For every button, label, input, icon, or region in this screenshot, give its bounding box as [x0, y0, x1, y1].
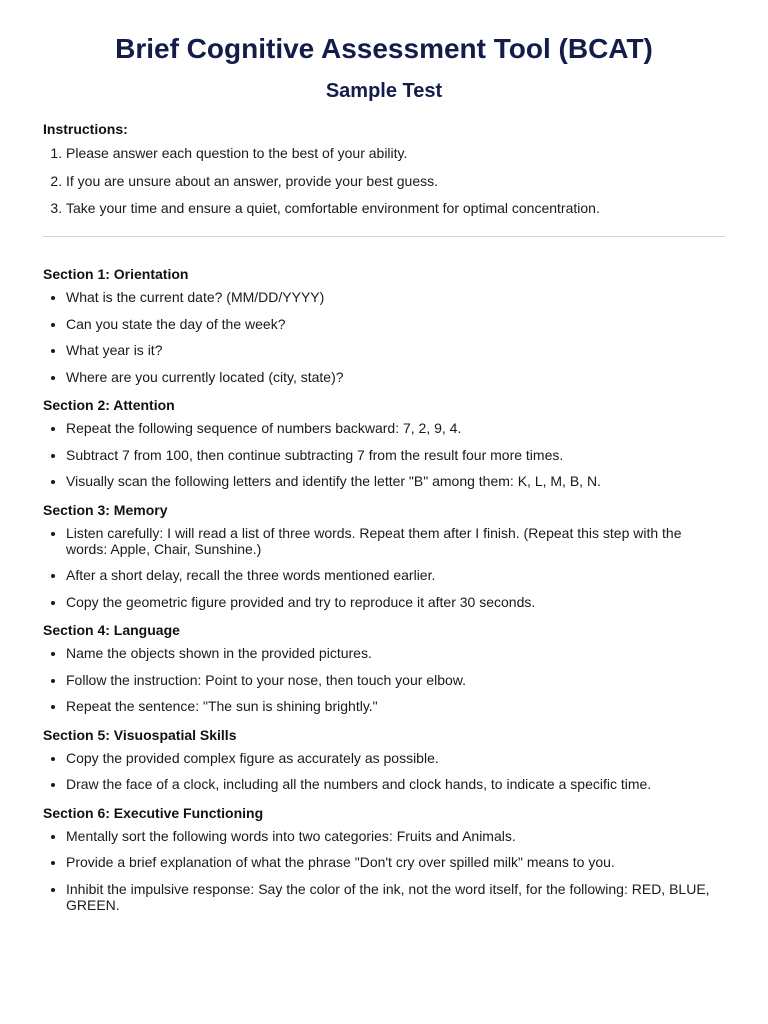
question-list	[43, 525, 725, 610]
section-visuospatial-skills	[43, 725, 725, 793]
question-list	[43, 828, 725, 913]
section-memory	[43, 500, 725, 610]
question-item: • Draw the face of a clock, including all the numbers and clock hands, to indicate a specific time.	[66, 776, 725, 792]
question-list	[43, 645, 725, 714]
instructions-heading: Instructions:	[43, 121, 128, 137]
question-item: • Can you state the day of the week?	[66, 316, 725, 332]
question-item: • Repeat the sentence: "The sun is shining brightly."	[66, 698, 725, 714]
section-heading: Section 4: Language	[43, 622, 180, 638]
instruction-item: 1. Please answer each question to the best of your ability.	[66, 144, 725, 162]
section-heading: Section 5: Visuospatial Skills	[43, 726, 237, 743]
section-executive-functioning	[43, 803, 725, 913]
section-heading: Section 3: Memory	[43, 501, 168, 518]
question-item: • Where are you currently located (city, state)?	[66, 369, 725, 385]
section-heading: Section 6: Executive Functioning	[43, 804, 264, 821]
question-item: • Copy the provided complex figure as accurately as possible.	[66, 750, 725, 766]
question-item: • What year is it?	[66, 342, 725, 358]
question-item: • Listen carefully: I will read a list of three words. Repeat them after I finish. (Repeat this step with the words: Apple, Chair, Sunshine.)	[66, 525, 725, 557]
question-item: • Follow the instruction: Point to your nose, then touch your elbow.	[66, 672, 725, 688]
question-item: • Copy the geometric figure provided and try to reproduce it after 30 seconds.	[66, 594, 725, 610]
question-item: • Mentally sort the following words into two categories: Fruits and Animals.	[66, 828, 725, 844]
instructions-block	[43, 119, 725, 217]
section-language	[43, 620, 725, 714]
section-divider	[43, 236, 725, 237]
question-list	[43, 289, 725, 385]
question-item: • Name the objects shown in the provided pictures.	[66, 645, 725, 661]
instruction-item: 2. If you are unsure about an answer, provide your best guess.	[66, 172, 725, 190]
question-item: • Provide a brief explanation of what the phrase "Don't cry over spilled milk" means to you.	[66, 854, 725, 870]
document-title: Brief Cognitive Assessment Tool (BCAT)	[115, 33, 653, 64]
instruction-item: 3. Take your time and ensure a quiet, comfortable environment for optimal concentration.	[66, 199, 725, 217]
question-item: • Repeat the following sequence of numbers backward: 7, 2, 9, 4.	[66, 420, 725, 436]
question-item: • Subtract 7 from 100, then continue subtracting 7 from the result four more times.	[66, 447, 725, 463]
section-attention	[43, 395, 725, 489]
sections-container	[43, 264, 725, 913]
instructions-list	[43, 144, 725, 217]
question-item: • Inhibit the impulsive response: Say the color of the ink, not the word itself, for the following: RED, BLUE, GREEN.	[66, 881, 725, 913]
question-item: • What is the current date? (MM/DD/YYYY)	[66, 289, 725, 305]
question-list	[43, 750, 725, 793]
section-heading: Section 1: Orientation	[43, 266, 189, 282]
section-heading: Section 2: Attention	[43, 397, 175, 413]
section-orientation	[43, 264, 725, 385]
question-list	[43, 420, 725, 489]
question-item: • After a short delay, recall the three words mentioned earlier.	[66, 567, 725, 583]
document-subtitle: Sample Test	[325, 80, 443, 102]
question-item: • Visually scan the following letters and identify the letter "B" among them: K, L, M, B, N.	[66, 473, 725, 489]
